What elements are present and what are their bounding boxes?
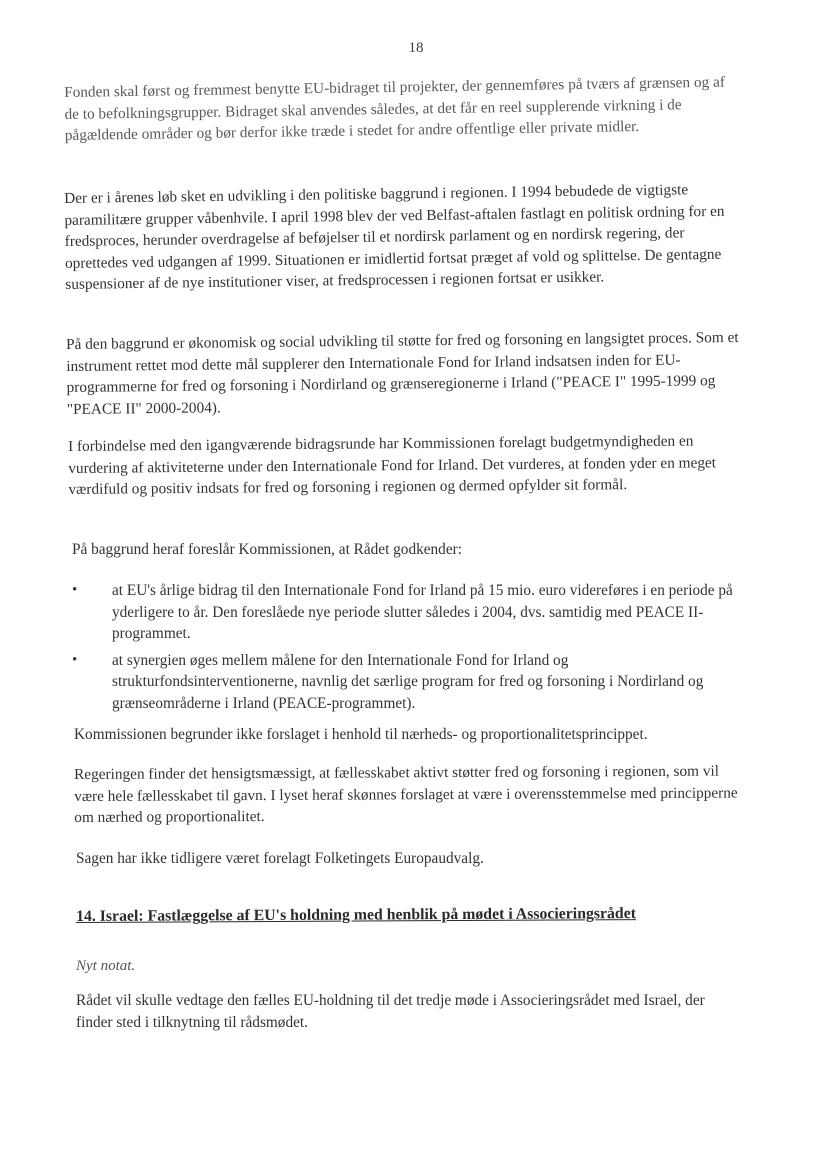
new-note-label: Nyt notat. — [76, 958, 136, 974]
page-number: 18 — [408, 40, 424, 56]
section-heading-israel: 14. Israel: Fastlæggelse af EU's holdning med henblik på mødet i Associeringsrådet — [76, 905, 637, 925]
proposal-bullet-list — [72, 580, 742, 719]
paragraph-peace-programmes: På den baggrund er økonomisk og social udvikling til støtte for fred og forsoning en langsigtet proces. Som et instrument rettet mod dette mål supplerer den Internationale Fond for Irland indsatsen inden for EU-programmerne for fred og forsoning i Nordirland og grænseregionerne i Irland ("PEACE I" 1995-1999 og "PEACE II" 2000-2004). — [66, 328, 739, 418]
bullet-icon: • — [72, 651, 78, 668]
paragraph-subsidiarity: Kommissionen begrunder ikke forslaget i henhold til nærheds- og proportionalitetsprincippet. — [74, 726, 648, 743]
paragraph-association-council: Rådet vil skulle vedtage den fælles EU-holdning til det tredje møde i Associeringsrådet med Israel, der finder sted i tilknytning til rådsmødet. — [76, 992, 705, 1031]
paragraph-proposal-intro: På baggrund heraf foreslår Kommissionen, at Rådet godkender: — [72, 541, 462, 558]
bullet-text: at EU's årlige bidrag til den Internationale Fond for Irland på 15 mio. euro videreføres i en periode på yderligere to år. Den foreslåede nye periode slutter således i 2004, dvs. samtidig med PEACE II-programmet. — [112, 582, 733, 642]
paragraph-committee-status: Sagen har ikke tidligere været forelagt Folketingets Europaudvalg. — [76, 850, 484, 867]
bullet-icon: • — [72, 582, 78, 598]
list-item — [72, 580, 742, 645]
paragraph-fund-usage: Fonden skal først og fremmest benytte EU-bidraget til projekter, der gennemføres på tværs af grænsen og af de to befolkningsgrupper. Bidraget skal anvendes således, at det får en reel supplerende virkning i de pågældende områder og bør derfor ikke træde i stedet for andre offentlige eller private midler. — [64, 73, 726, 144]
paragraph-political-background: Der er i årenes løb sket en udvikling i den politiske baggrund i regionen. I 1994 bebudede de vigtigste paramilitære grupper våbenhvile. I april 1998 blev der ved Belfast-aftalen fastlagt en politisk ordning for en fredsproces, herunder overdragelse af beføjelser til et nordirsk parlament og en nordirsk regering, der oprettedes ved udgangen af 1999. Situationen er imidlertid fortsat præget af vold og splittelse. De gentagne suspensioner af de nye institutioner viser, at fredsprocessen i regionen fortsat er usikker. — [64, 181, 725, 293]
list-item — [72, 650, 742, 715]
paragraph-government-position: Regeringen finder det hensigtsmæssigt, at fællesskabet aktivt støtter fred og forsoning i regionen, som vil være hele fællesskabet til gavn. I lyset heraf skønnes forslaget at være i overensstemmelse med principperne om nærhed og proportionalitet. — [74, 762, 738, 826]
bullet-text: at synergien øges mellem målene for den Internationale Fond for Irland og strukturfondsinterventionerne, navnlig det særlige program for fred og forsoning i Nordirland og grænseområderne i Irland (PEACE-programmet). — [112, 651, 704, 712]
paragraph-commission-assessment: I forbindelse med den igangværende bidragsrunde har Kommissionen forelagt budgetmyndigheden en vurdering af aktiviteterne under den Internationale Fond for Irland. Det vurderes, at fonden yder en meget værdifuld og positiv indsats for fred og forsoning i regionen og dermed opfylder sit formål. — [68, 432, 717, 498]
